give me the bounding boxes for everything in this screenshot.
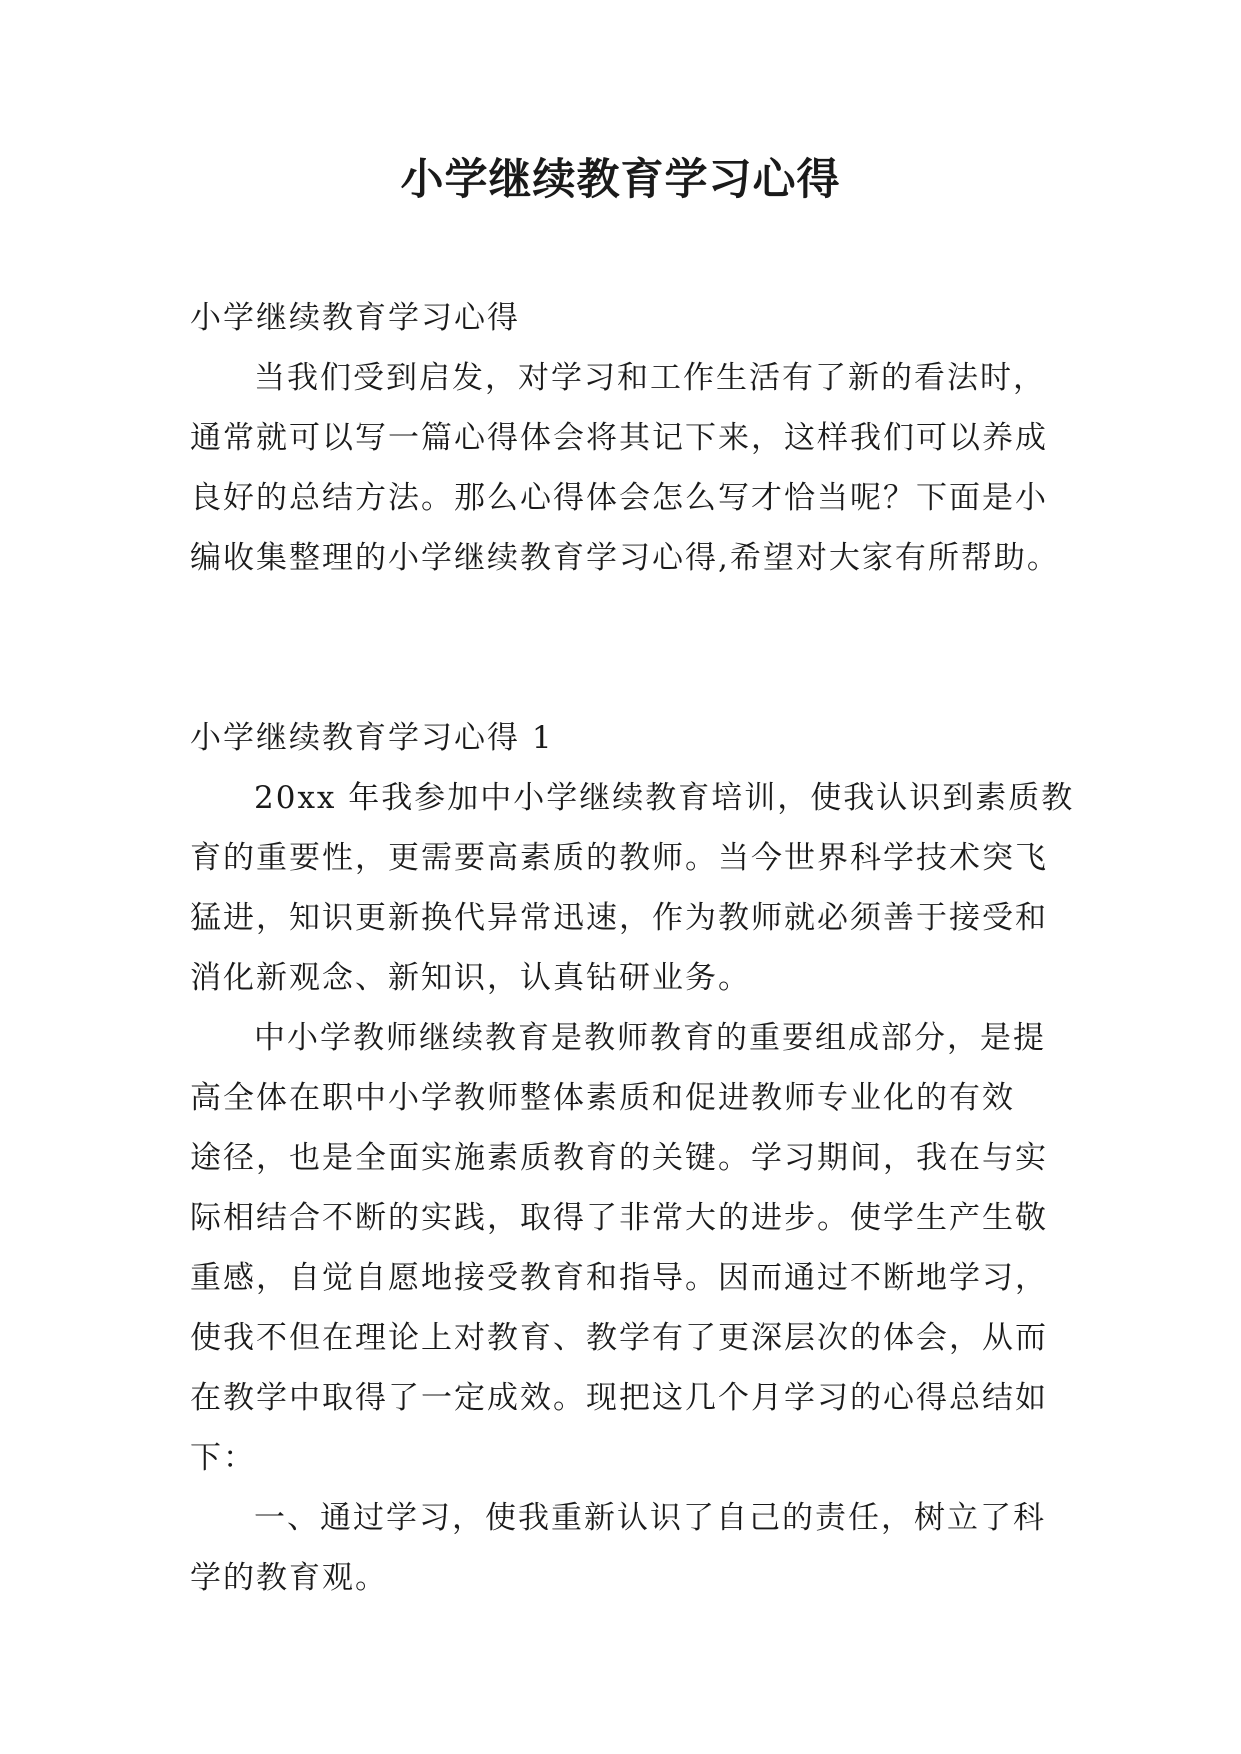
spacer [190,588,1054,648]
text-line: 编收集整理的小学继续教育学习心得,希望对大家有所帮助。 [190,540,1060,576]
text-line: 猛进，知识更新换代异常迅速，作为教师就必须善于接受和 [190,900,1048,936]
text-line: 育的重要性，更需要高素质的教师。当今世界科学技术突飞 [190,840,1048,876]
text-line: 使我不但在理论上对教育、教学有了更深层次的体会，从而 [190,1320,1048,1356]
document-body [190,288,1075,1608]
paragraph-2 [190,1008,1054,1488]
intro-heading: 小学继续教育学习心得 [190,300,520,336]
text-line: 途径，也是全面实施素质教育的关键。学习期间，我在与实 [190,1140,1048,1176]
text-line: 际相结合不断的实践，取得了非常大的进步。使学生产生敬 [190,1200,1048,1236]
text-line: 中小学教师继续教育是教师教育的重要组成部分，是提 [254,1020,1046,1056]
text-line: 高全体在职中小学教师整体素质和促进教师专业化的有效 [190,1080,1015,1116]
text-line: 重感，自觉自愿地接受教育和指导。因而通过不断地学习， [190,1260,1048,1296]
text-line: 在教学中取得了一定成效。现把这几个月学习的心得总结如 [190,1380,1048,1416]
intro-paragraph [190,348,1060,588]
paragraph-1 [190,768,1075,1008]
document-title: 小学继续教育学习心得 [400,155,841,205]
spacer [190,648,1054,708]
text-line: 学的教育观。 [190,1560,388,1596]
text-line: 消化新观念、新知识，认真钻研业务。 [190,960,751,996]
text-line: 一、通过学习，使我重新认识了自己的责任，树立了科 [254,1500,1046,1536]
text-line: 良好的总结方法。那么心得体会怎么写才恰当呢？下面是小 [190,480,1048,516]
section-heading: 小学继续教育学习心得 1 [190,720,554,756]
paragraph-3 [190,1488,1054,1608]
text-line: 通常就可以写一篇心得体会将其记下来，这样我们可以养成 [190,420,1048,456]
text-line: 当我们受到启发，对学习和工作生活有了新的看法时， [254,360,1046,396]
text-line: 20xx 年我参加中小学继续教育培训，使我认识到素质教 [254,780,1075,816]
text-line: 下： [190,1440,256,1476]
